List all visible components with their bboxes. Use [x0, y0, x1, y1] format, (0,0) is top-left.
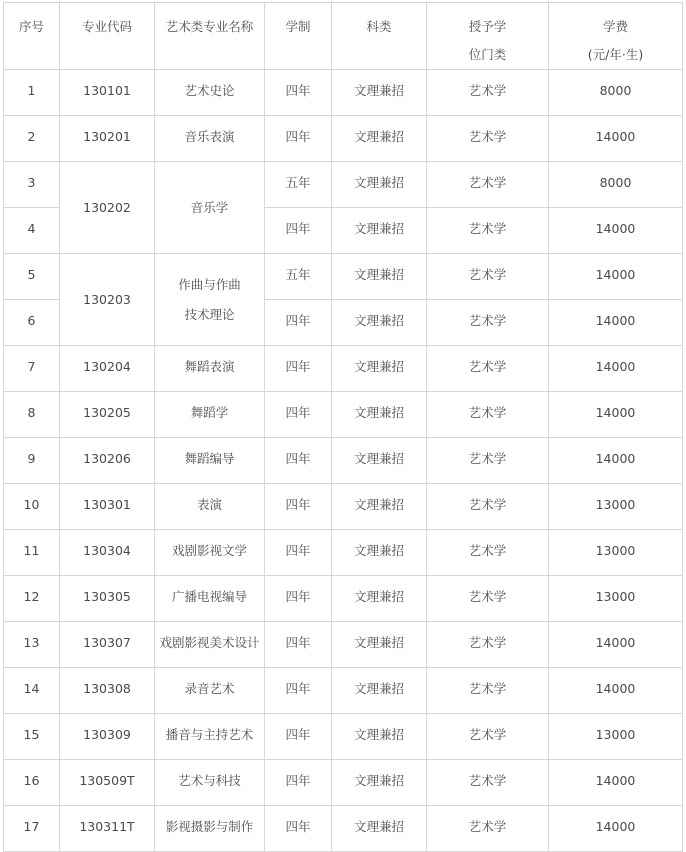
cell-fee: 14000	[549, 806, 683, 852]
cell-index: 2	[4, 116, 60, 162]
cell-code: 130206	[60, 438, 155, 484]
cell-code: 130307	[60, 622, 155, 668]
table-row	[4, 116, 683, 162]
table-row	[4, 576, 683, 622]
cell-subject: 文理兼招	[332, 576, 427, 622]
header-index: 序号	[4, 3, 60, 70]
cell-degree: 艺术学	[427, 806, 549, 852]
header-degree-line2: 位门类	[468, 47, 507, 62]
cell-subject: 文理兼招	[332, 806, 427, 852]
cell-degree: 艺术学	[427, 346, 549, 392]
cell-name: 广播电视编导	[155, 576, 265, 622]
cell-name	[155, 254, 265, 346]
cell-fee: 14000	[549, 622, 683, 668]
cell-duration: 五年	[265, 254, 332, 300]
header-subject: 科类	[332, 3, 427, 70]
cell-duration: 四年	[265, 392, 332, 438]
cell-duration: 四年	[265, 208, 332, 254]
cell-degree: 艺术学	[427, 208, 549, 254]
cell-name: 舞蹈学	[155, 392, 265, 438]
cell-degree: 艺术学	[427, 576, 549, 622]
cell-duration: 四年	[265, 530, 332, 576]
cell-code: 130509T	[60, 760, 155, 806]
cell-code: 130203	[60, 254, 155, 346]
cell-code: 130305	[60, 576, 155, 622]
cell-fee: 14000	[549, 254, 683, 300]
cell-name: 舞蹈表演	[155, 346, 265, 392]
cell-subject: 文理兼招	[332, 346, 427, 392]
cell-duration: 四年	[265, 484, 332, 530]
table-row	[4, 346, 683, 392]
table-row	[4, 806, 683, 852]
cell-degree: 艺术学	[427, 70, 549, 116]
cell-index: 9	[4, 438, 60, 484]
cell-code: 130304	[60, 530, 155, 576]
cell-duration: 四年	[265, 300, 332, 346]
cell-index: 8	[4, 392, 60, 438]
cell-index: 11	[4, 530, 60, 576]
table-row	[4, 70, 683, 116]
cell-duration: 四年	[265, 714, 332, 760]
cell-code: 130308	[60, 668, 155, 714]
cell-name: 戏剧影视美术设计	[155, 622, 265, 668]
header-fee	[549, 3, 683, 70]
cell-fee: 14000	[549, 346, 683, 392]
cell-code: 130205	[60, 392, 155, 438]
cell-code: 130301	[60, 484, 155, 530]
table-row	[4, 484, 683, 530]
cell-subject: 文理兼招	[332, 622, 427, 668]
cell-fee: 14000	[549, 208, 683, 254]
cell-name: 表演	[155, 484, 265, 530]
cell-subject: 文理兼招	[332, 162, 427, 208]
table-row	[4, 530, 683, 576]
cell-degree: 艺术学	[427, 162, 549, 208]
header-duration: 学制	[265, 3, 332, 70]
cell-index: 1	[4, 70, 60, 116]
cell-subject: 文理兼招	[332, 70, 427, 116]
cell-name: 录音艺术	[155, 668, 265, 714]
header-fee-line2: (元/年·生)	[587, 47, 644, 62]
cell-index: 12	[4, 576, 60, 622]
cell-duration: 四年	[265, 576, 332, 622]
cell-degree: 艺术学	[427, 668, 549, 714]
cell-index: 4	[4, 208, 60, 254]
cell-degree: 艺术学	[427, 392, 549, 438]
cell-subject: 文理兼招	[332, 668, 427, 714]
cell-index: 16	[4, 760, 60, 806]
cell-name: 音乐学	[155, 162, 265, 254]
cell-name: 戏剧影视文学	[155, 530, 265, 576]
cell-degree: 艺术学	[427, 438, 549, 484]
cell-fee: 8000	[549, 70, 683, 116]
table-row	[4, 162, 683, 208]
cell-code: 130311T	[60, 806, 155, 852]
cell-duration: 四年	[265, 438, 332, 484]
cell-fee: 14000	[549, 438, 683, 484]
cell-fee: 13000	[549, 576, 683, 622]
cell-name-line2: 技术理论	[184, 306, 235, 322]
table-row	[4, 392, 683, 438]
cell-subject: 文理兼招	[332, 116, 427, 162]
cell-degree: 艺术学	[427, 714, 549, 760]
header-degree-line1: 授予学	[468, 19, 507, 34]
cell-duration: 四年	[265, 622, 332, 668]
cell-name: 音乐表演	[155, 116, 265, 162]
cell-subject: 文理兼招	[332, 208, 427, 254]
cell-duration: 四年	[265, 806, 332, 852]
table-header-row	[4, 3, 683, 70]
cell-duration: 四年	[265, 760, 332, 806]
header-code: 专业代码	[60, 3, 155, 70]
cell-duration: 四年	[265, 346, 332, 392]
cell-fee: 14000	[549, 392, 683, 438]
cell-degree: 艺术学	[427, 760, 549, 806]
header-degree	[427, 3, 549, 70]
cell-index: 7	[4, 346, 60, 392]
table-row	[4, 668, 683, 714]
cell-name: 舞蹈编导	[155, 438, 265, 484]
cell-index: 6	[4, 300, 60, 346]
cell-subject: 文理兼招	[332, 392, 427, 438]
cell-name-line1: 作曲与作曲	[178, 276, 241, 292]
cell-degree: 艺术学	[427, 622, 549, 668]
cell-index: 3	[4, 162, 60, 208]
cell-name: 播音与主持艺术	[155, 714, 265, 760]
header-fee-line1: 学费	[602, 19, 628, 34]
cell-duration: 四年	[265, 668, 332, 714]
cell-subject: 文理兼招	[332, 438, 427, 484]
table-row	[4, 254, 683, 300]
table-row	[4, 622, 683, 668]
cell-index: 5	[4, 254, 60, 300]
cell-index: 13	[4, 622, 60, 668]
table-row	[4, 714, 683, 760]
cell-fee: 14000	[549, 760, 683, 806]
cell-degree: 艺术学	[427, 530, 549, 576]
cell-index: 15	[4, 714, 60, 760]
cell-code: 130101	[60, 70, 155, 116]
cell-name: 艺术史论	[155, 70, 265, 116]
cell-fee: 13000	[549, 484, 683, 530]
cell-subject: 文理兼招	[332, 300, 427, 346]
cell-subject: 文理兼招	[332, 484, 427, 530]
cell-subject: 文理兼招	[332, 530, 427, 576]
cell-name: 艺术与科技	[155, 760, 265, 806]
cell-subject: 文理兼招	[332, 254, 427, 300]
cell-fee: 13000	[549, 530, 683, 576]
cell-degree: 艺术学	[427, 300, 549, 346]
cell-name: 影视摄影与制作	[155, 806, 265, 852]
cell-duration: 五年	[265, 162, 332, 208]
major-fee-table	[3, 2, 683, 852]
cell-index: 14	[4, 668, 60, 714]
table-row	[4, 760, 683, 806]
cell-degree: 艺术学	[427, 484, 549, 530]
cell-degree: 艺术学	[427, 254, 549, 300]
cell-duration: 四年	[265, 116, 332, 162]
cell-code: 130201	[60, 116, 155, 162]
cell-index: 10	[4, 484, 60, 530]
cell-subject: 文理兼招	[332, 714, 427, 760]
cell-code: 130204	[60, 346, 155, 392]
cell-fee: 13000	[549, 714, 683, 760]
cell-code: 130309	[60, 714, 155, 760]
cell-subject: 文理兼招	[332, 760, 427, 806]
cell-degree: 艺术学	[427, 116, 549, 162]
cell-index: 17	[4, 806, 60, 852]
cell-fee: 8000	[549, 162, 683, 208]
table-row	[4, 438, 683, 484]
cell-fee: 14000	[549, 300, 683, 346]
cell-fee: 14000	[549, 116, 683, 162]
cell-fee: 14000	[549, 668, 683, 714]
cell-code: 130202	[60, 162, 155, 254]
cell-duration: 四年	[265, 70, 332, 116]
header-name: 艺术类专业名称	[155, 3, 265, 70]
